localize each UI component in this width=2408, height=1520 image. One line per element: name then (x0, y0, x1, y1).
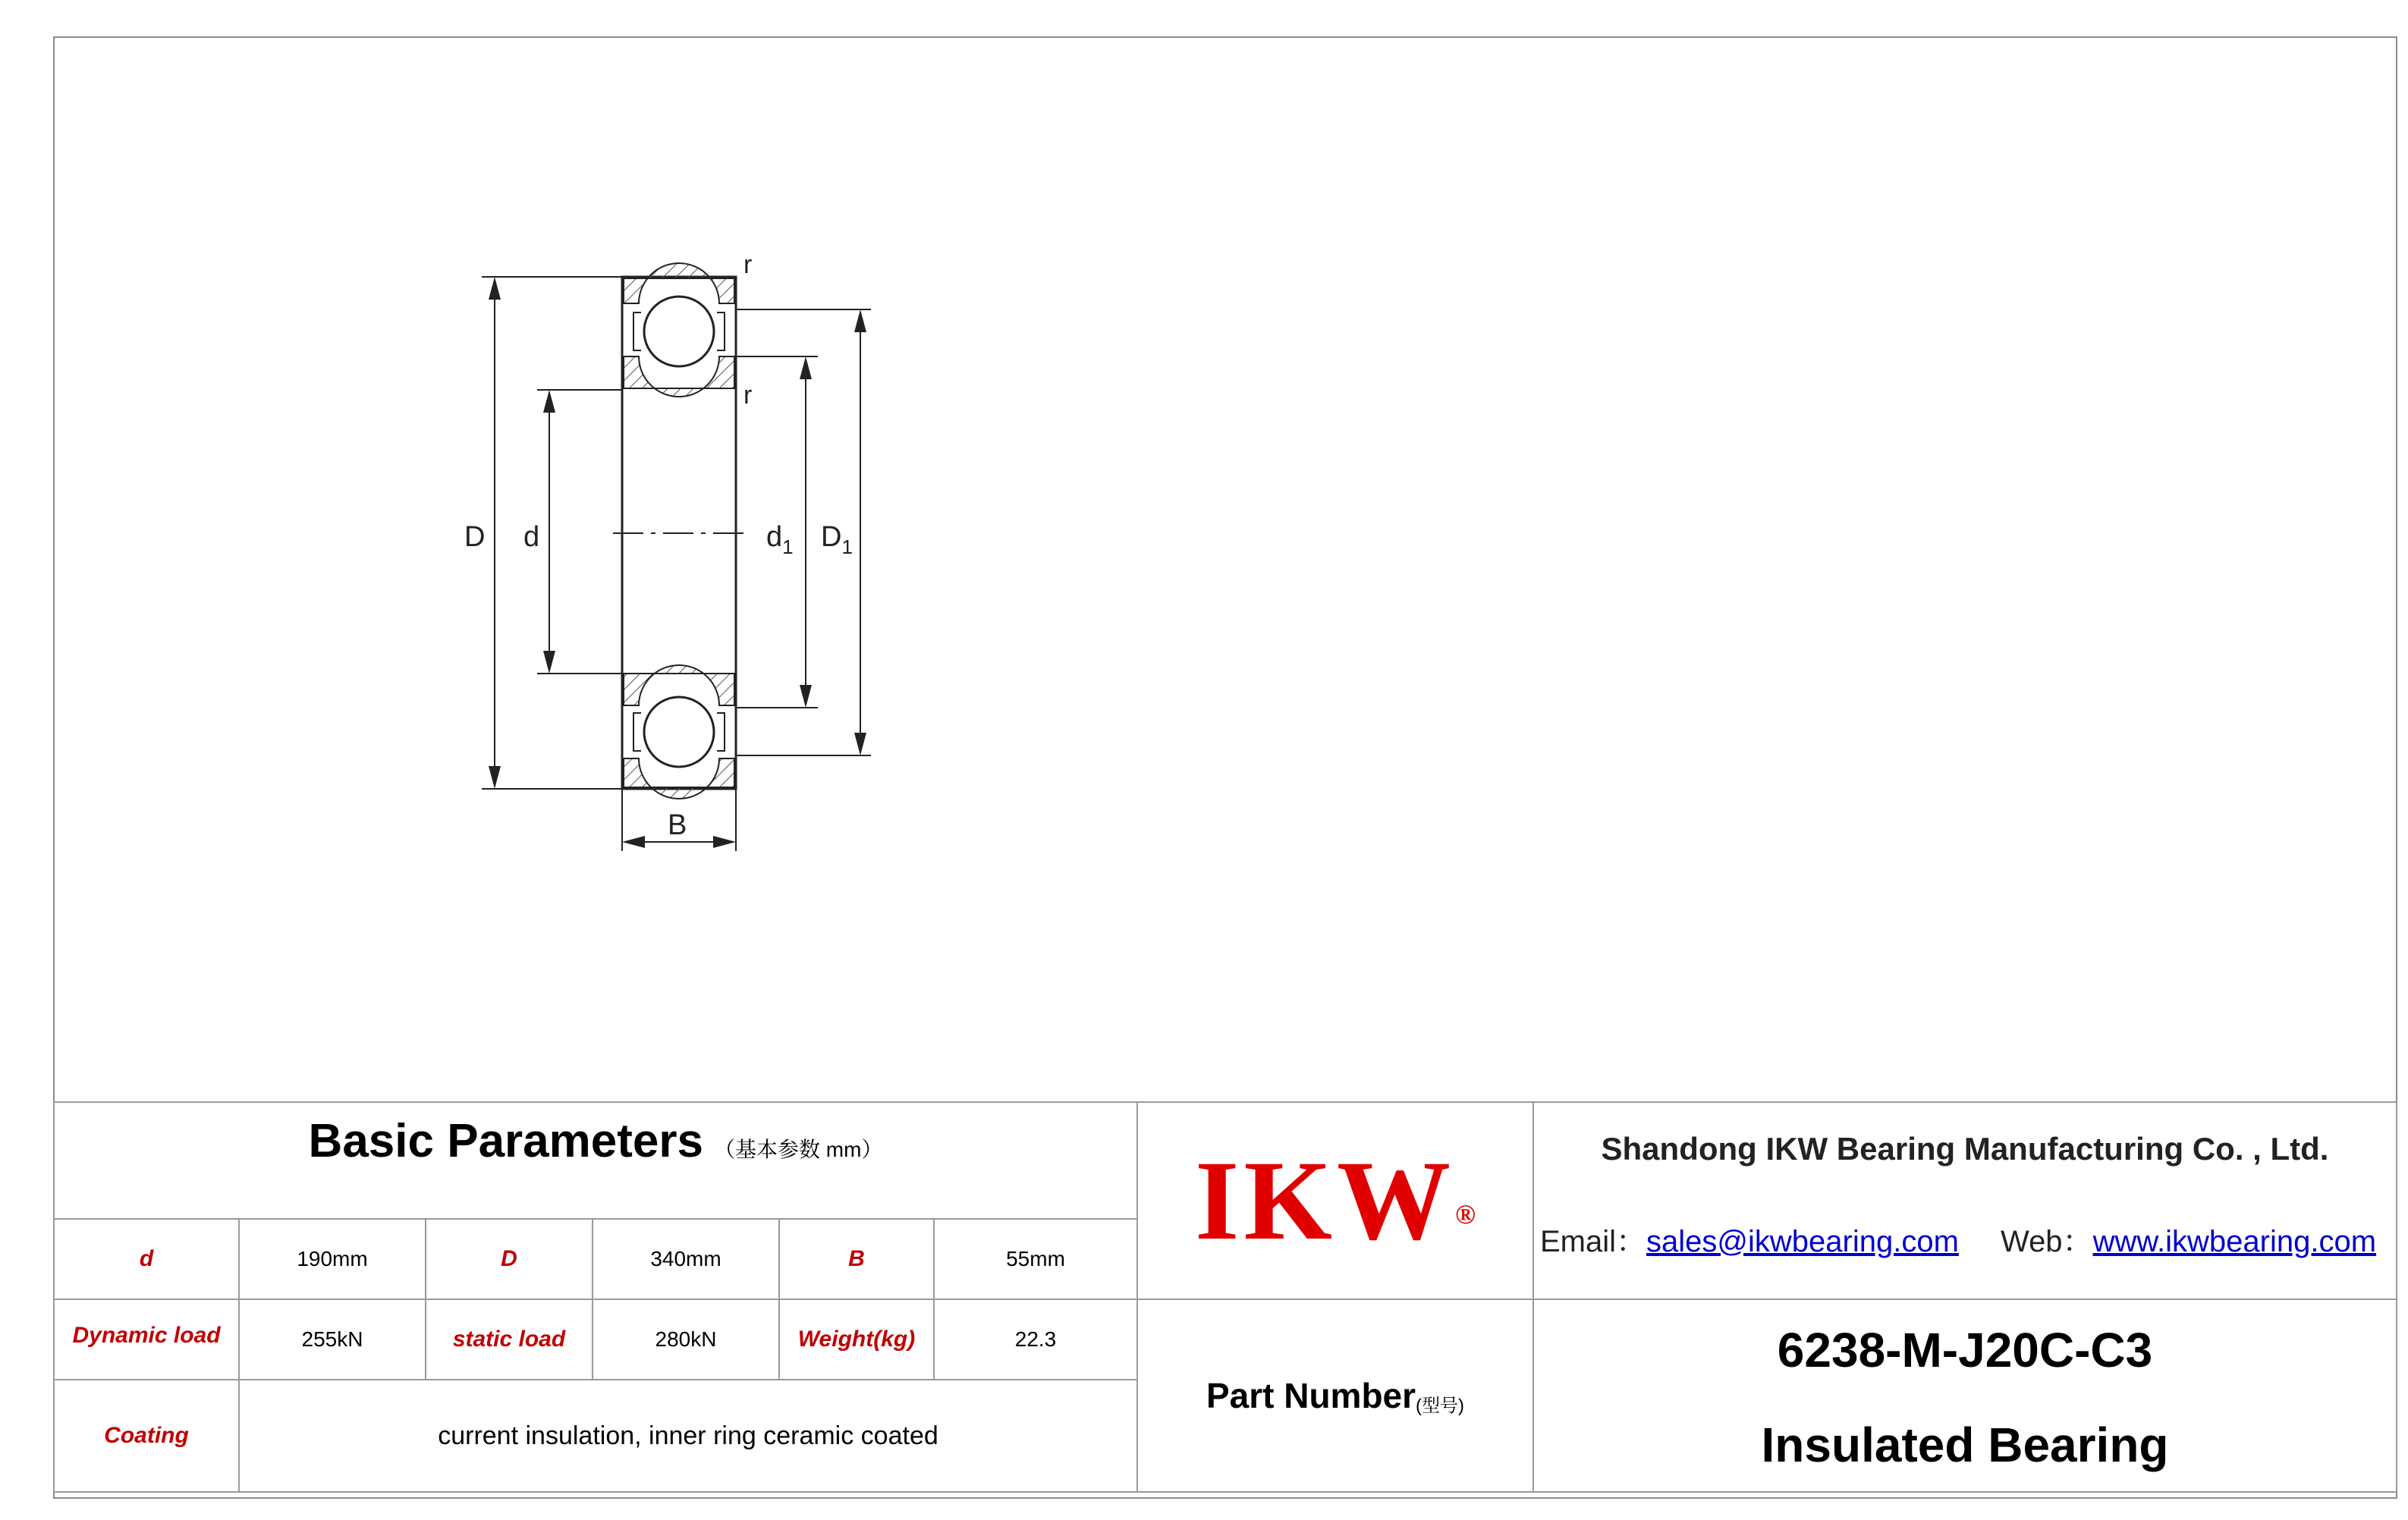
basic-parameters-heading: Basic Parameters (308, 1114, 704, 1167)
param-label-d: d (139, 1246, 154, 1271)
param-value-d: 190mm (297, 1247, 368, 1270)
dim-label-B: B (668, 809, 687, 841)
basic-parameters-unit-note: （基本参数 mm） (714, 1138, 883, 1161)
bearing-cross-section-drawing (425, 228, 956, 880)
dim-label-d1-sub: 1 (782, 535, 794, 558)
dim-label-D1-main: D (821, 521, 842, 553)
part-number-label-cell (1138, 1300, 1533, 1491)
contact-line (1540, 1217, 2394, 1263)
dim-label-D1 (821, 521, 853, 558)
param-label-B: B (848, 1246, 865, 1271)
radius-label-top: r (743, 250, 753, 279)
part-number-value: 6238-M-J20C-C3 (1777, 1323, 2153, 1377)
website-link[interactable]: www.ikwbearing.com (2092, 1225, 2377, 1258)
email-link[interactable]: sales@ikwbearing.com (1646, 1225, 1959, 1258)
radius-label-mid: r (743, 381, 753, 410)
part-number-label: Part Number (1206, 1376, 1416, 1415)
param-label-dynamic-load: Dynamic load (72, 1323, 221, 1348)
title-block-bottom-border (53, 1491, 2397, 1493)
web-label: Web： (2001, 1225, 2093, 1258)
basic-parameters-title (55, 1103, 1136, 1179)
param-label-weight: Weight(kg) (797, 1327, 916, 1352)
dim-label-d: d (523, 521, 540, 553)
dim-label-d1-main: d (766, 521, 783, 553)
dim-label-D: D (464, 521, 486, 553)
param-value-weight: 22.3 (1014, 1327, 1057, 1351)
param-label-static-load: static load (452, 1327, 566, 1352)
email-label: Email： (1540, 1225, 1647, 1258)
param-value-static-load: 280kN (655, 1327, 717, 1351)
ikw-logo (1138, 1103, 1533, 1299)
param-value-dynamic-load: 255kN (301, 1327, 363, 1351)
param-label-coating: Coating (104, 1423, 189, 1448)
company-name: Shandong IKW Bearing Manufacturing Co. , Ltd. (1601, 1131, 2329, 1167)
param-value-B: 55mm (1006, 1247, 1065, 1270)
part-number-label-note: (型号) (1416, 1395, 1465, 1416)
dim-label-d1 (766, 521, 794, 558)
param-label-D: D (501, 1246, 517, 1271)
registered-mark: ® (1455, 1199, 1476, 1230)
bearing-type: Insulated Bearing (1761, 1418, 2169, 1472)
grid-line (2396, 1101, 2397, 1493)
param-value-coating: current insulation, inner ring ceramic coated (438, 1421, 938, 1450)
param-value-D: 340mm (650, 1247, 721, 1270)
logo-text: IKW (1195, 1138, 1456, 1264)
dim-label-D1-sub: 1 (841, 535, 853, 558)
